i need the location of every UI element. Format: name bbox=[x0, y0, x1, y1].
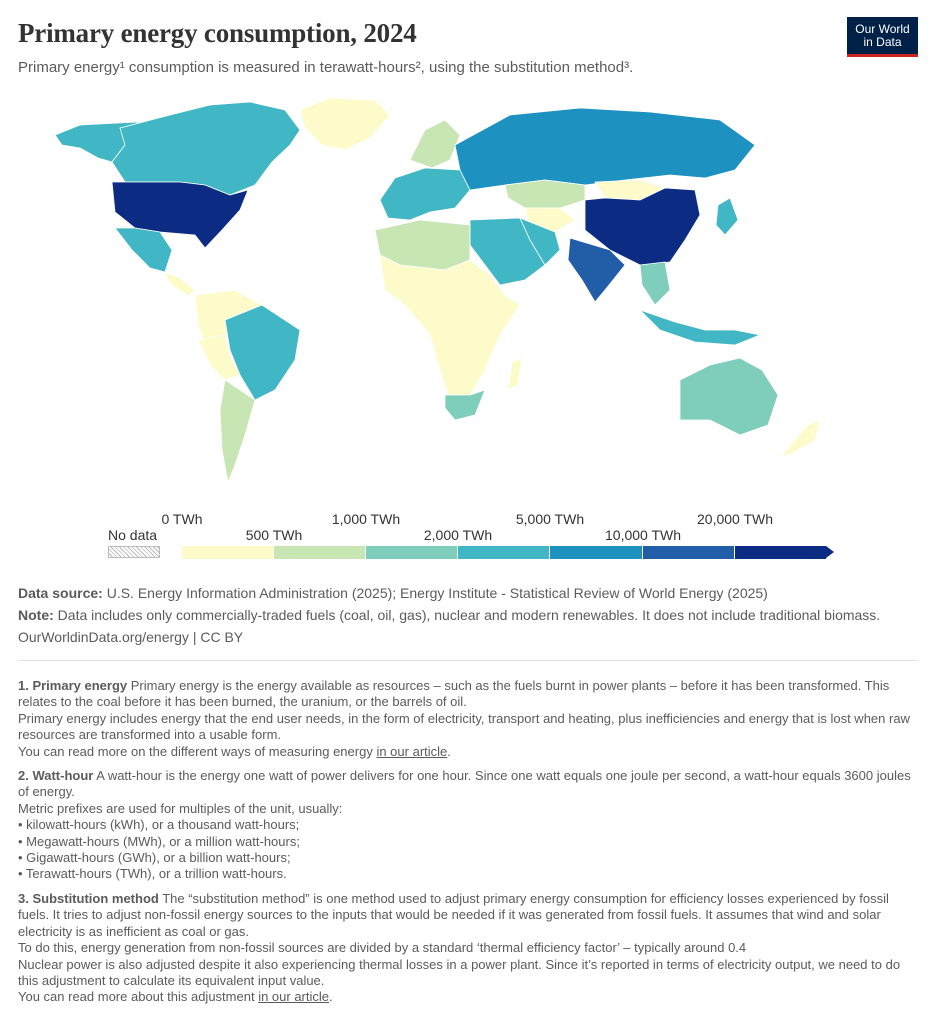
footnote-2-item: • Gigawatt-hours (GWh), or a billion watt-hours; bbox=[18, 850, 291, 866]
region-se-asia[interactable] bbox=[640, 262, 670, 305]
footnote-2-text: A watt-hour is the energy one watt of power delivers for one hour. Since one watt equals one joule per second, a watt-hour equals 3600 joules of energy. bbox=[18, 768, 911, 800]
data-source-label: Data source: bbox=[18, 585, 103, 601]
legend-tick-1000: 1,000 TWh bbox=[331, 511, 401, 527]
footnote-1-article-link[interactable]: in our article bbox=[376, 743, 448, 759]
region-canada[interactable] bbox=[112, 102, 300, 195]
legend-bin-2[interactable] bbox=[274, 546, 366, 559]
region-japan[interactable] bbox=[716, 198, 738, 235]
region-indonesia[interactable] bbox=[640, 310, 760, 345]
footnote-1-label: 1. Primary energy bbox=[18, 678, 128, 693]
footnote-2-p2: Metric prefixes are used for multiples of the unit, usually: bbox=[18, 800, 343, 816]
region-madagascar[interactable] bbox=[508, 358, 522, 390]
license-link[interactable]: OurWorldinData.org/energy | CC BY bbox=[18, 629, 244, 645]
footnote-2-item: • kilowatt-hours (kWh), or a thousand watt-hours; bbox=[18, 817, 300, 833]
legend-bin-5[interactable] bbox=[550, 546, 643, 559]
footnote-3-p4: You can read more about this adjustment in our article. bbox=[18, 989, 333, 1005]
footnotes bbox=[18, 678, 918, 1014]
note-line bbox=[18, 604, 918, 626]
legend-tick-20000: 20,000 TWh bbox=[696, 511, 774, 527]
region-europe[interactable] bbox=[380, 168, 470, 220]
footnote-3-p2: To do this, energy generation from non-fossil sources are divided by a standard ‘thermal efficiency factor’ – typically around 0.4 bbox=[18, 940, 747, 956]
sources-block bbox=[18, 582, 918, 648]
footnote-3 bbox=[18, 891, 918, 1006]
legend-bin-4[interactable] bbox=[458, 546, 550, 559]
footnote-2-label: 2. Watt-hour bbox=[18, 768, 94, 784]
legend-bin-6[interactable] bbox=[643, 546, 735, 559]
world-map bbox=[0, 90, 936, 490]
legend-tick-2000: 2,000 TWh bbox=[423, 527, 493, 543]
legend-tick-10000: 10,000 TWh bbox=[604, 527, 682, 543]
color-legend bbox=[100, 505, 840, 565]
footnote-3-text: The “substitution method” is one method used to adjust primary energy consumption for efficiency losses experienced by fossil fuels. It tries to adjust non-fossil energy sources to the inputs that would be needed if it was generated from fossil fuels. It assumes that wind and solar electricity is as inefficient as coal or gas. bbox=[18, 890, 889, 939]
footnote-2 bbox=[18, 768, 918, 883]
legend-bin-7[interactable] bbox=[735, 546, 826, 559]
chart-title: Primary energy consumption, 2024 bbox=[18, 18, 417, 48]
region-russia[interactable] bbox=[455, 108, 755, 190]
legend-no-data-swatch[interactable] bbox=[108, 546, 160, 558]
legend-arrow bbox=[826, 546, 834, 558]
legend-tick-5000: 5,000 TWh bbox=[515, 511, 585, 527]
logo-line-2: in Data bbox=[863, 35, 902, 49]
region-new-zealand[interactable] bbox=[780, 420, 820, 458]
region-greenland[interactable] bbox=[300, 98, 390, 150]
footnote-3-label: 3. Substitution method bbox=[18, 890, 159, 906]
note-text: Data includes only commercially-traded fuels (coal, oil, gas), nuclear and modern renewables. It does not include traditional biomass. bbox=[57, 607, 881, 623]
footnote-1-p3: You can read more on the different ways of measuring energy in our article. bbox=[18, 743, 451, 759]
footnote-2-item: • Megawatt-hours (MWh), or a million watt-hours; bbox=[18, 833, 300, 849]
region-brazil[interactable] bbox=[225, 305, 300, 400]
footnote-3-article-link[interactable]: in our article bbox=[258, 989, 329, 1005]
footnote-3-p3: Nuclear power is also adjusted despite it also experiencing thermal losses in a power plant. Since it’s reported in terms of electricity output, we need to do this adjustment to calculate its equivalent input value. bbox=[18, 956, 901, 988]
legend-no-data-label: No data bbox=[108, 527, 158, 543]
note-label: Note: bbox=[18, 607, 54, 623]
footnote-3-p4-text: You can read more about this adjustment bbox=[18, 989, 255, 1005]
chart-subtitle: Primary energy¹ consumption is measured in terawatt-hours², using the substitution method³. bbox=[18, 59, 634, 76]
legend-bin-3[interactable] bbox=[366, 546, 458, 559]
divider bbox=[18, 660, 918, 661]
logo-line-1: Our World bbox=[855, 22, 910, 36]
region-argentina[interactable] bbox=[220, 380, 255, 482]
footnote-1 bbox=[18, 678, 918, 760]
owid-logo[interactable] bbox=[847, 17, 918, 57]
region-kazakhstan[interactable] bbox=[505, 180, 585, 208]
footnote-2-item: • Terawatt-hours (TWh), or a trillion watt-hours. bbox=[18, 866, 287, 882]
region-central-america[interactable] bbox=[165, 272, 195, 296]
data-source-line bbox=[18, 582, 918, 604]
region-scandinavia[interactable] bbox=[410, 120, 460, 168]
legend-tick-0: 0 TWh bbox=[161, 511, 203, 527]
footnote-1-p2: Primary energy includes energy that the end user needs, in the form of electricity, transport and heating, plus inefficiencies and energy that is lost when raw resources are transformed into a usable form. bbox=[18, 710, 910, 743]
footnote-1-text: Primary energy is the energy available as resources – such as the fuels burnt in power plants – before it has been transformed. This relates to the coal before it has been burned, the uranium, or the barrels of oil. bbox=[18, 678, 890, 710]
data-source-text: U.S. Energy Information Administration (2025); Energy Institute - Statistical Review of World Energy (2025) bbox=[106, 585, 768, 601]
legend-bin-1[interactable] bbox=[182, 546, 274, 559]
legend-tick-500: 500 TWh bbox=[245, 527, 303, 543]
region-australia[interactable] bbox=[680, 358, 778, 435]
region-mexico[interactable] bbox=[115, 228, 172, 272]
footnote-1-p3-text: You can read more on the different ways of measuring energy bbox=[18, 743, 373, 759]
